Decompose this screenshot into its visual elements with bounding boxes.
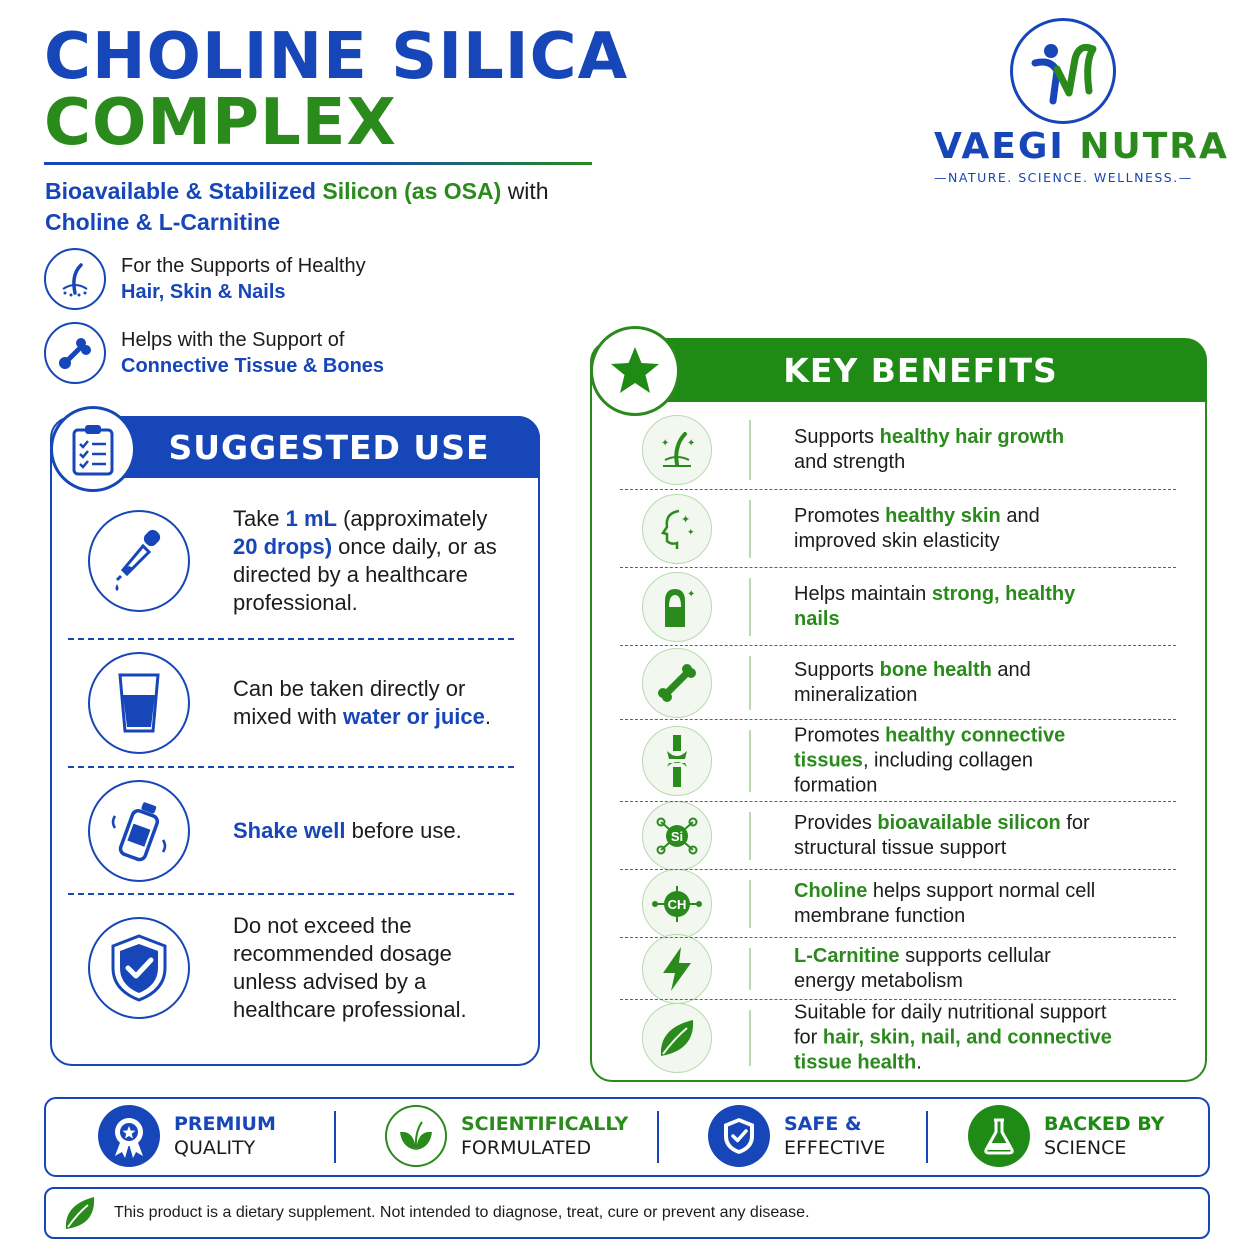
benefit-highlight: healthy skin [885, 505, 1001, 527]
benefit-item [620, 568, 1176, 646]
svg-text:✦: ✦ [687, 527, 695, 537]
badge-line-1: SCIENTIFICALLY [461, 1113, 629, 1135]
benefit-item [620, 938, 1176, 1000]
svg-text:✦: ✦ [687, 438, 696, 449]
disclaimer-text: This product is a dietary supplement. Not intended to diagnose, treat, cure or prevent any disease. [114, 1204, 810, 1221]
badge-separator [334, 1111, 336, 1163]
benefit-divider-line [749, 656, 751, 710]
benefit-text [794, 724, 1114, 799]
badge-line-2: EFFECTIVE [784, 1137, 886, 1159]
use-step-mix [70, 652, 514, 754]
benefit-divider-line [749, 948, 751, 990]
subtitle-part-4: Choline & L-Carnitine [45, 209, 281, 235]
badge-line-2: QUALITY [174, 1137, 256, 1159]
logo-figure-icon [1013, 21, 1113, 121]
use-text: Can be taken directly or mixed with [233, 676, 466, 729]
nail-icon [642, 572, 712, 642]
use-text: . [484, 704, 492, 729]
badge-separator [657, 1111, 659, 1163]
benefit-text [794, 1001, 1134, 1076]
benefit-item [620, 410, 1176, 490]
benefit-item [620, 802, 1176, 870]
dose-amount: 1 mL [285, 506, 337, 531]
disclaimer-bar [44, 1187, 1210, 1239]
badge-line-2: SCIENCE [1044, 1137, 1127, 1159]
benefit-highlight: healthy hair growth [879, 426, 1065, 448]
use-step-shake [70, 780, 514, 882]
subtitle-part-2: Silicon (as OSA) [322, 178, 502, 204]
benefit-item [620, 646, 1176, 720]
benefit-divider-line [749, 812, 751, 860]
product-subtitle [45, 176, 625, 238]
badge-safe-effective [708, 1105, 885, 1167]
key-benefits-heading: KEY BENEFITS [783, 350, 1058, 390]
key-benefits-header [634, 338, 1207, 402]
subtitle-part-3: with [507, 178, 549, 204]
shield-icon [708, 1105, 770, 1167]
subtitle-part-1: Bioavailable & Stabilized [45, 178, 316, 204]
lightning-icon [642, 934, 712, 1004]
benefit-highlight: strong, healthy nails [794, 583, 1076, 630]
use-text: Take [233, 506, 286, 531]
benefit-row-divider [620, 567, 1176, 568]
brand-name [934, 126, 1229, 167]
benefit-text-lead: Suitable for daily nutritional support for [794, 1001, 1107, 1049]
badge-separator [926, 1111, 928, 1163]
benefit-text-tail: helps support normal cell membrane function [794, 880, 1096, 927]
use-divider [68, 893, 514, 895]
benefit-row-divider [620, 999, 1176, 1000]
badge-line-2: FORMULATED [461, 1137, 592, 1159]
choline-molecule-icon [642, 869, 712, 939]
benefit-row-divider [620, 719, 1176, 720]
benefit-text-tail: supports cellular energy metabolism [794, 945, 1051, 992]
use-step-warning [70, 912, 514, 1024]
benefit-text-tail: , including collagen formation [794, 749, 1034, 797]
benefit-divider-line [749, 730, 751, 792]
brand-name-part-1: VAEGI [934, 126, 1065, 167]
benefit-text [794, 879, 1124, 929]
benefit-text-lead: Promotes [794, 724, 886, 747]
feature-line-2: Hair, Skin & Nails [121, 281, 286, 303]
title-divider [44, 162, 592, 165]
shake-bottle-icon [88, 780, 190, 882]
brand-logo [1010, 18, 1116, 124]
leaf-icon [60, 1193, 100, 1233]
warning-text: Do not exceed the recommended dosage unless advised by a healthcare professional. [233, 913, 467, 1022]
benefit-divider-line [749, 578, 751, 636]
benefit-text [794, 811, 1114, 861]
suggested-use-heading: SUGGESTED USE [168, 427, 490, 467]
benefit-text-lead: Supports [794, 659, 880, 681]
use-text: (approximately [336, 506, 488, 531]
benefit-text-lead: Provides [794, 812, 878, 834]
svg-text:✦: ✦ [687, 589, 696, 600]
badge-line-1: PREMIUM [174, 1113, 276, 1135]
flask-icon [968, 1105, 1030, 1167]
glass-icon [88, 652, 190, 754]
bone-molecule-icon [44, 322, 106, 384]
badge-line-1: BACKED BY [1044, 1113, 1165, 1135]
benefit-item [620, 1000, 1176, 1076]
benefit-divider-line [749, 420, 751, 480]
use-divider [68, 638, 514, 640]
benefit-row-divider [620, 489, 1176, 490]
svg-text:✦: ✦ [681, 514, 691, 526]
benefit-text-lead: Helps maintain [794, 583, 932, 605]
benefit-text-lead: Promotes [794, 505, 886, 527]
clipboard-checklist-icon [50, 406, 136, 492]
silicon-molecule-icon [642, 801, 712, 871]
feature-line-2: Connective Tissue & Bones [121, 355, 385, 377]
shake-instruction: Shake well [233, 818, 346, 843]
mix-option: water or juice [343, 704, 485, 729]
shield-check-icon [88, 917, 190, 1019]
benefit-text [794, 944, 1094, 994]
dose-drops: 20 drops) [233, 534, 333, 559]
benefit-row-divider [620, 801, 1176, 802]
brand-name-part-2: NUTRA [1079, 126, 1229, 167]
badge-premium-quality [98, 1105, 276, 1167]
benefit-divider-line [749, 500, 751, 558]
benefit-item [620, 490, 1176, 568]
brand-tagline: —NATURE. SCIENCE. WELLNESS.— [934, 170, 1193, 185]
feature-hair-skin-nails [44, 248, 366, 310]
bone-icon [642, 648, 712, 718]
title-line-1: CHOLINE SILICA [44, 20, 629, 94]
benefit-highlight: bone health [879, 659, 992, 681]
feature-line-1: Helps with the Support of [121, 329, 345, 351]
benefit-divider-line [749, 880, 751, 928]
joint-icon [642, 726, 712, 796]
benefit-text-lead: Supports [794, 426, 880, 448]
benefit-text [794, 425, 1074, 475]
benefit-highlight: L-Carnitine [794, 945, 900, 967]
benefit-item [620, 870, 1176, 938]
benefit-item [620, 720, 1176, 802]
use-step-dose [70, 505, 514, 617]
benefit-row-divider [620, 869, 1176, 870]
benefit-text-tail: and mineralization [794, 659, 1031, 706]
benefit-row-divider [620, 937, 1176, 938]
badge-backed-by-science [968, 1105, 1164, 1167]
hair-growth-icon [642, 415, 712, 485]
use-text: once daily, or as directed by a healthcare professional. [233, 534, 497, 615]
benefit-text [794, 658, 1094, 708]
feature-connective-tissue [44, 322, 384, 384]
use-text: before use. [345, 818, 462, 843]
benefit-text [794, 582, 1094, 632]
benefit-highlight: hair, skin, nail, and connective tissue health [794, 1026, 1112, 1074]
benefit-divider-line [749, 1010, 751, 1066]
benefit-text-tail: for structural tissue support [794, 812, 1090, 859]
benefit-highlight: healthy connective tissues [794, 724, 1066, 772]
use-divider [68, 766, 514, 768]
award-ribbon-icon [98, 1105, 160, 1167]
benefit-highlight: Choline [794, 880, 868, 902]
molecule-label: CH [667, 897, 687, 912]
benefit-text [794, 504, 1094, 554]
hair-follicle-icon [44, 248, 106, 310]
benefit-row-divider [620, 645, 1176, 646]
molecule-label: Si [670, 829, 684, 844]
dropper-icon [88, 510, 190, 612]
svg-text:✦: ✦ [661, 438, 670, 449]
benefit-text-tail: and strength [794, 451, 906, 473]
benefit-highlight: bioavailable silicon [877, 812, 1061, 834]
feature-line-1: For the Supports of Healthy [121, 255, 366, 277]
leaves-icon [385, 1105, 447, 1167]
badge-scientifically-formulated [385, 1105, 628, 1167]
benefit-text-tail: . [916, 1051, 922, 1074]
face-skin-icon [642, 494, 712, 564]
benefit-text-tail: and improved skin elasticity [794, 505, 1040, 552]
leaf-icon [642, 1003, 712, 1073]
suggested-use-header [78, 416, 540, 478]
badge-line-1: SAFE & [784, 1113, 862, 1135]
star-icon [590, 326, 680, 416]
title-line-2: COMPLEX [44, 86, 397, 160]
